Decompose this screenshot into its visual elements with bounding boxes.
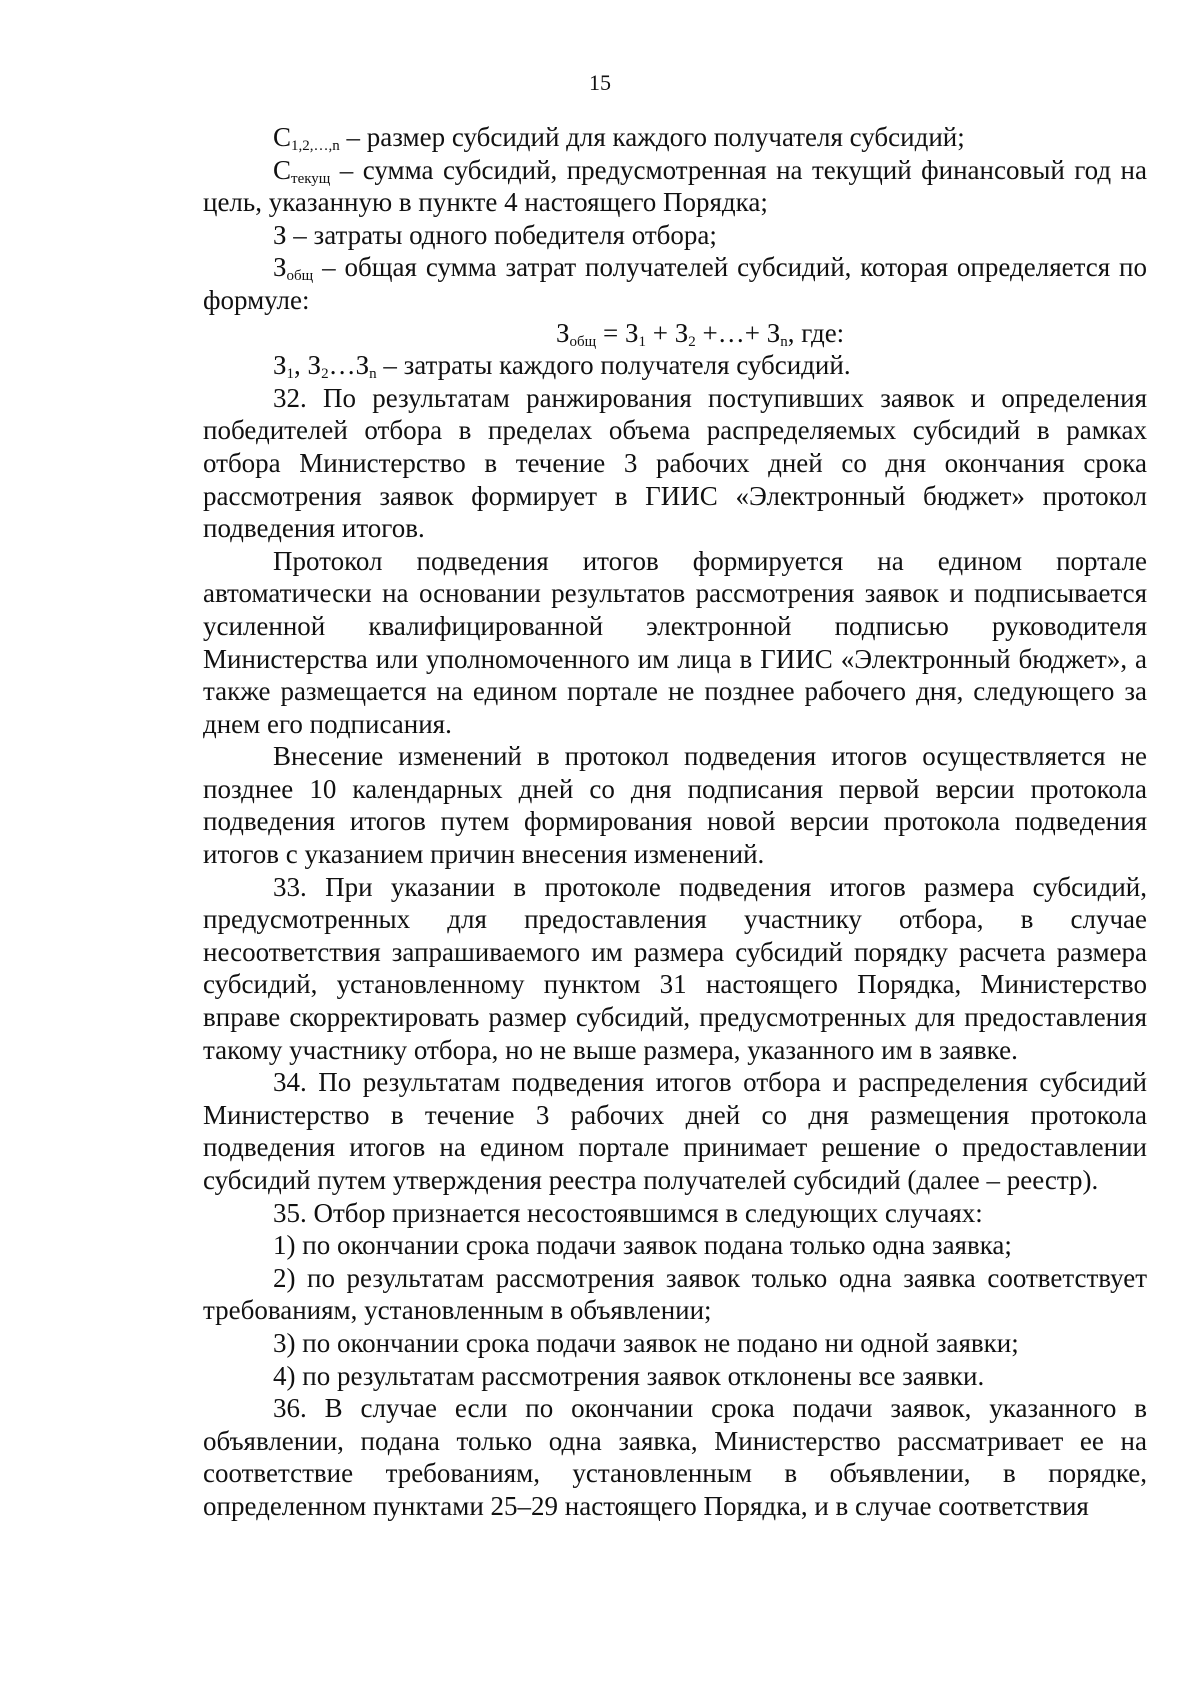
definition-c: $С_{1,2,\dots,n}$ – размер субсидий для каждого получателя субсидий; xyxy=(273,122,965,154)
paragraph-36: 36. В случае если по окончании срока подачи заявок, указанного в объявлении, подана только одна заявка, Министерство рассматривает ее на соответствие требованиям, установленным в объявлении, в порядке, определенном пунктами 25–29 настоящего Порядка, и в случае соответствия xyxy=(203,1393,1147,1521)
definition-z-total: $З_{общ}$ – общая сумма затрат получателей субсидий, которая определяется по формуле: xyxy=(203,252,1147,315)
formula-z-total: $З_{общ} = З_1 + З_2$ +…+ $З_n$, где: xyxy=(556,317,845,350)
paragraph-35-item-1: 1) по окончании срока подачи заявок подана только одна заявка; xyxy=(273,1230,1012,1261)
paragraph-35-item-2: 2) по результатам рассмотрения заявок только одна заявка соответствует требованиям, установленным в объявлении; xyxy=(203,1262,1147,1326)
definition-z: З – затраты одного победителя отбора; xyxy=(273,219,717,250)
paragraph-33: 33. При указании в протоколе подведения итогов размера субсидий, предусмотренных для предоставления участнику отбора, в случае несоответствия запрашиваемого им размера субсидий порядку расчета размера субсидий, установленному пунктом 31 настоящего Порядка, Министерство вправе скорректировать размер субсидий, предусмотренных для предоставления такому участнику отбора, но не выше размера, указанного им в заявке. xyxy=(203,871,1147,1065)
paragraph-34: 34. По результатам подведения итогов отбора и распределения субсидий Министерство в течение 3 рабочих дней со дня размещения протокола подведения итогов на едином портале принимает решение о предоставлении субсидий путем утверждения реестра получателей субсидий (далее – реестр). xyxy=(203,1067,1147,1195)
page-number: 15 xyxy=(589,70,611,95)
paragraph-32-changes: Внесение изменений в протокол подведения итогов осуществляется не позднее 10 календарных дней со дня подписания первой версии протокола подведения итогов путем формирования новой версии протокола подведения итогов с указанием причин внесения изменений. xyxy=(203,741,1147,870)
definition-c-current: $С_{текущ}$ – сумма субсидий, предусмотренная на текущий финансовый год на цель, указанную в пункте 4 настоящего Порядка; xyxy=(203,154,1147,218)
paragraph-35-item-3: 3) по окончании срока подачи заявок не подано ни одной заявки; xyxy=(273,1327,1019,1358)
paragraph-32-protocol: Протокол подведения итогов формируется на едином портале автоматически на основании результатов рассмотрения заявок и подписывается усиленной квалифицированной электронной подписью руководителя Министерства или уполномоченного им лица в ГИИС «Электронный бюджет», а также размещается на едином портале не позднее рабочего дня, следующего за днем его подписания. xyxy=(203,545,1147,739)
definition-z-each: $З_1$, $З_2\dots З_n$ – затраты каждого получателя субсидий. xyxy=(273,350,851,383)
paragraph-32: 32. По результатам ранжирования поступивших заявок и определения победителей отбора в пределах объема распределяемых субсидий в рамках отбора Министерство в течение 3 рабочих дней со дня окончания срока рассмотрения заявок формирует в ГИИС «Электронный бюджет» протокол подведения итогов. xyxy=(203,382,1147,544)
paragraph-35: 35. Отбор признается несостоявшимся в следующих случаях: xyxy=(273,1197,983,1228)
paragraph-35-item-4: 4) по результатам рассмотрения заявок отклонены все заявки. xyxy=(273,1360,985,1391)
document-body xyxy=(203,121,1147,1523)
